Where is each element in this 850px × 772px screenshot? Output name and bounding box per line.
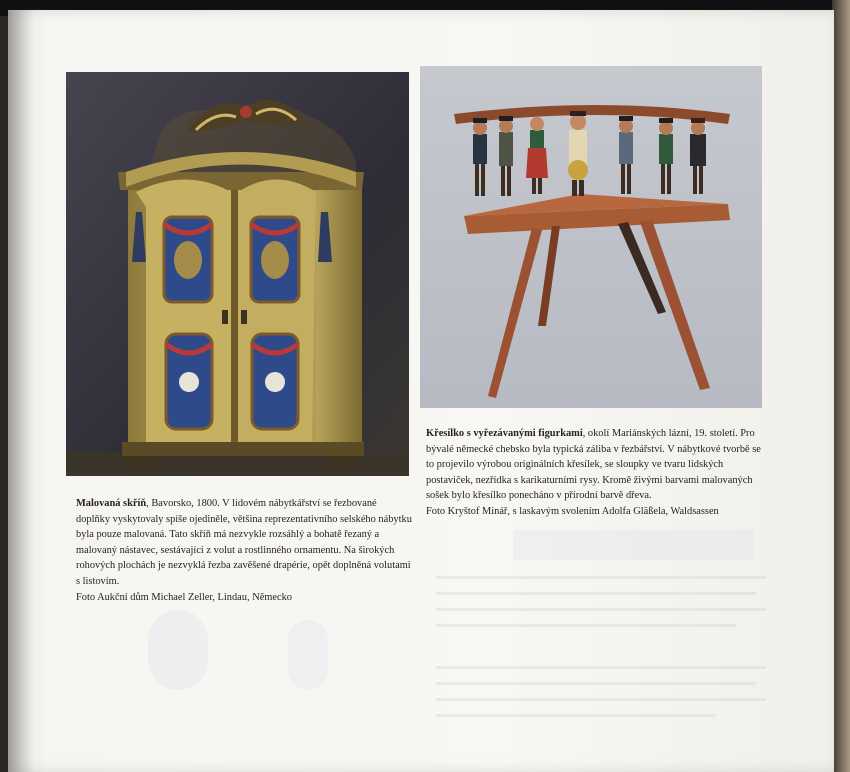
show-through-line (436, 592, 756, 595)
show-through-line (436, 666, 766, 669)
show-through-shape (288, 620, 328, 690)
wardrobe-caption-text: , Bavorsko, 1800. V lidovém nábytkářství se řezbované doplňky vyskytovaly spíše ojediněle, většina reprezentativního selského nábytku byla pouze malovaná. Tato skříň má nezvykle rozsáhlý a bohatě řezaný a malovaný nástavec, sestávající z volut a rostlinného ornamentu. Na širokých rohových plochách je nezvyklá řezba zavěšené drapérie, opět doplněná volutami s listovím. (76, 498, 412, 587)
show-through-shape (148, 610, 208, 690)
show-through-line (436, 576, 766, 579)
show-through-shape (513, 530, 753, 560)
show-through-line (436, 698, 766, 701)
show-through-line (436, 608, 766, 611)
wardrobe-photo (66, 72, 409, 476)
chair-caption (426, 426, 764, 520)
chair-illustration (420, 66, 762, 408)
wardrobe-photo-credit: Foto Aukční dům Michael Zeller, Lindau, Německo (76, 591, 293, 603)
book-page-edges (832, 0, 850, 772)
wardrobe-caption (76, 496, 412, 605)
show-through-line (436, 624, 736, 627)
wardrobe-illustration (66, 72, 409, 476)
wardrobe-caption-title: Malovaná skříň (76, 498, 147, 509)
chair-photo (420, 66, 762, 408)
chair-photo-credit: Foto Kryštof Minář, s laskavým svolením Adolfa Gläßela, Waldsassen (426, 505, 719, 517)
show-through-line (436, 714, 716, 717)
book-page (8, 10, 834, 772)
chair-caption-title: Křesílko s vyřezávanými figurkami (426, 428, 583, 439)
page-gutter-shadow (8, 10, 34, 772)
chair-caption-text: , okolí Mariánských lázní, 19. století. Pro bývalé německé chebsko byla typická záliba v řezbářství. V nábytkové tvorbě se to projevilo výrobou originálních křesílek, se sloupky ve tvaru lidských postaviček, nezřídka s karikaturními rysy. Kromě živými barvami malovaných sošek bylo křesílko ponecháno v přírodní barvě dřeva. (426, 428, 761, 502)
show-through-line (436, 682, 756, 685)
